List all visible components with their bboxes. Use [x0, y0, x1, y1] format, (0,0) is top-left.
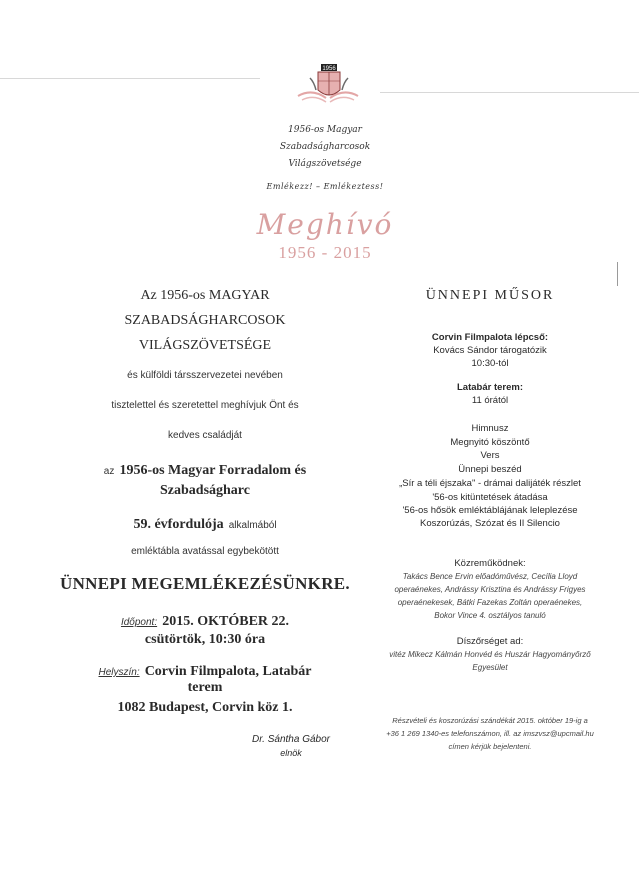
contributors-line: operaénekes, Andrássy Krisztina és Andrássy Frigyes — [394, 585, 586, 594]
program-item: „Sír a téli éjszaka" - drámai dalijáték részlet — [399, 478, 581, 489]
emblem-year-text: 1956 — [322, 66, 336, 72]
program-item: Ünnepi beszéd — [458, 464, 522, 475]
loc1-line-1: Kovács Sándor tárogatózik — [433, 345, 547, 356]
loc1-line-2: 10:30-tól — [471, 358, 509, 369]
contributors-line: Takács Bence Ervin előadóművész, Cecília Lloyd — [402, 572, 578, 581]
org-line-1: 1956-os Magyar — [288, 125, 362, 135]
occasion-text: alkalmából — [228, 520, 277, 531]
rsvp-line: +36 1 269 1340-es telefonszámon, ill. az imszvsz@upcmail.hu — [386, 729, 594, 738]
loc2-title: Latabár terem: — [457, 382, 523, 393]
scan-edge-line — [617, 262, 618, 286]
invite-line-4-bold: 1956-os Magyar Forradalom és — [119, 463, 307, 478]
place-value: Corvin Filmpalota, Latabár — [144, 664, 312, 679]
motto: Emlékezz! – Emlékeztess! — [266, 182, 384, 191]
association-emblem — [296, 62, 360, 114]
signer-name: Dr. Sántha Gábor — [251, 734, 330, 745]
loc1-title: Corvin Filmpalota lépcső: — [431, 332, 549, 343]
org-name-2: SZABADSÁGHARCOSOK — [124, 313, 286, 328]
program-item: Himnusz — [471, 423, 509, 434]
anniversary-text: 59. évfordulója — [133, 517, 224, 532]
contributors-line: Bokor Vince 4. osztályos tanuló — [434, 611, 546, 620]
invite-line-4-prefix: az — [103, 466, 115, 477]
program-item: Megnyitó köszöntő — [450, 437, 530, 448]
program-item: Koszorúzás, Szózat és Il Silencio — [420, 518, 560, 529]
signer-title: elnök — [280, 748, 302, 758]
program-item: Vers — [480, 450, 500, 461]
honor-guard-line: Egyesület — [472, 663, 508, 672]
place-label: Helyszín: — [98, 667, 140, 678]
invite-line-4 — [60, 459, 350, 479]
invite-line-2: tisztelettel és szeretettel meghívjuk Önt és — [111, 400, 299, 411]
rsvp-line: címen kérjük bejelenteni. — [448, 742, 532, 751]
contributors-title: Közreműködnek: — [454, 558, 526, 569]
event-date — [60, 610, 350, 630]
event-place — [60, 660, 350, 680]
date-label: Időpont: — [120, 617, 158, 628]
invitation-years: 1956 - 2015 — [278, 243, 372, 262]
org-line-2: Szabadságharcosok — [279, 142, 371, 152]
invite-line-1: és külföldi társszervezetei nevében — [127, 370, 283, 381]
loc2-line-1: 11 órától — [471, 395, 509, 406]
date-value: 2015. OKTÓBER 22. — [162, 614, 290, 629]
invite-line-6 — [60, 513, 350, 533]
event-headline: ÜNNEPI MEGEMLÉKEZÉSÜNKRE. — [60, 574, 350, 593]
program-item: '56-os hősök emléktáblájának leleplezése — [402, 505, 578, 516]
org-line-3: Világszövetsége — [288, 159, 362, 169]
org-name-1: Az 1956-os MAGYAR — [140, 288, 270, 303]
invite-line-3: kedves családját — [168, 430, 242, 441]
invitation-title: Meghívó — [256, 208, 394, 241]
scan-line-right — [380, 92, 639, 93]
program-title: ÜNNEPI MŰSOR — [425, 288, 555, 303]
invite-line-5: Szabadságharc — [160, 483, 250, 498]
org-name-3: VILÁGSZÖVETSÉGE — [138, 338, 272, 353]
honor-guard-line: vitéz Mikecz Kálmán Honvéd és Huszár Hagyományőrző — [389, 650, 591, 659]
contributors-line: operaénekesek, Bátki Fazekas Zoltán operaénekes, — [397, 598, 583, 607]
invite-line-7: emléktábla avatással egybekötött — [131, 546, 279, 557]
date-day: csütörtök, 10:30 óra — [144, 632, 266, 647]
program-item: '56-os kitüntetések átadása — [432, 492, 548, 503]
place-value-2: terem — [187, 680, 223, 695]
honor-guard-title: Díszőrséget ad: — [456, 636, 524, 647]
rsvp-line: Részvételi és koszorúzási szándékát 2015. október 19-ig a — [392, 716, 588, 725]
address: 1082 Budapest, Corvin köz 1. — [117, 700, 293, 715]
scan-line-left — [0, 78, 260, 79]
